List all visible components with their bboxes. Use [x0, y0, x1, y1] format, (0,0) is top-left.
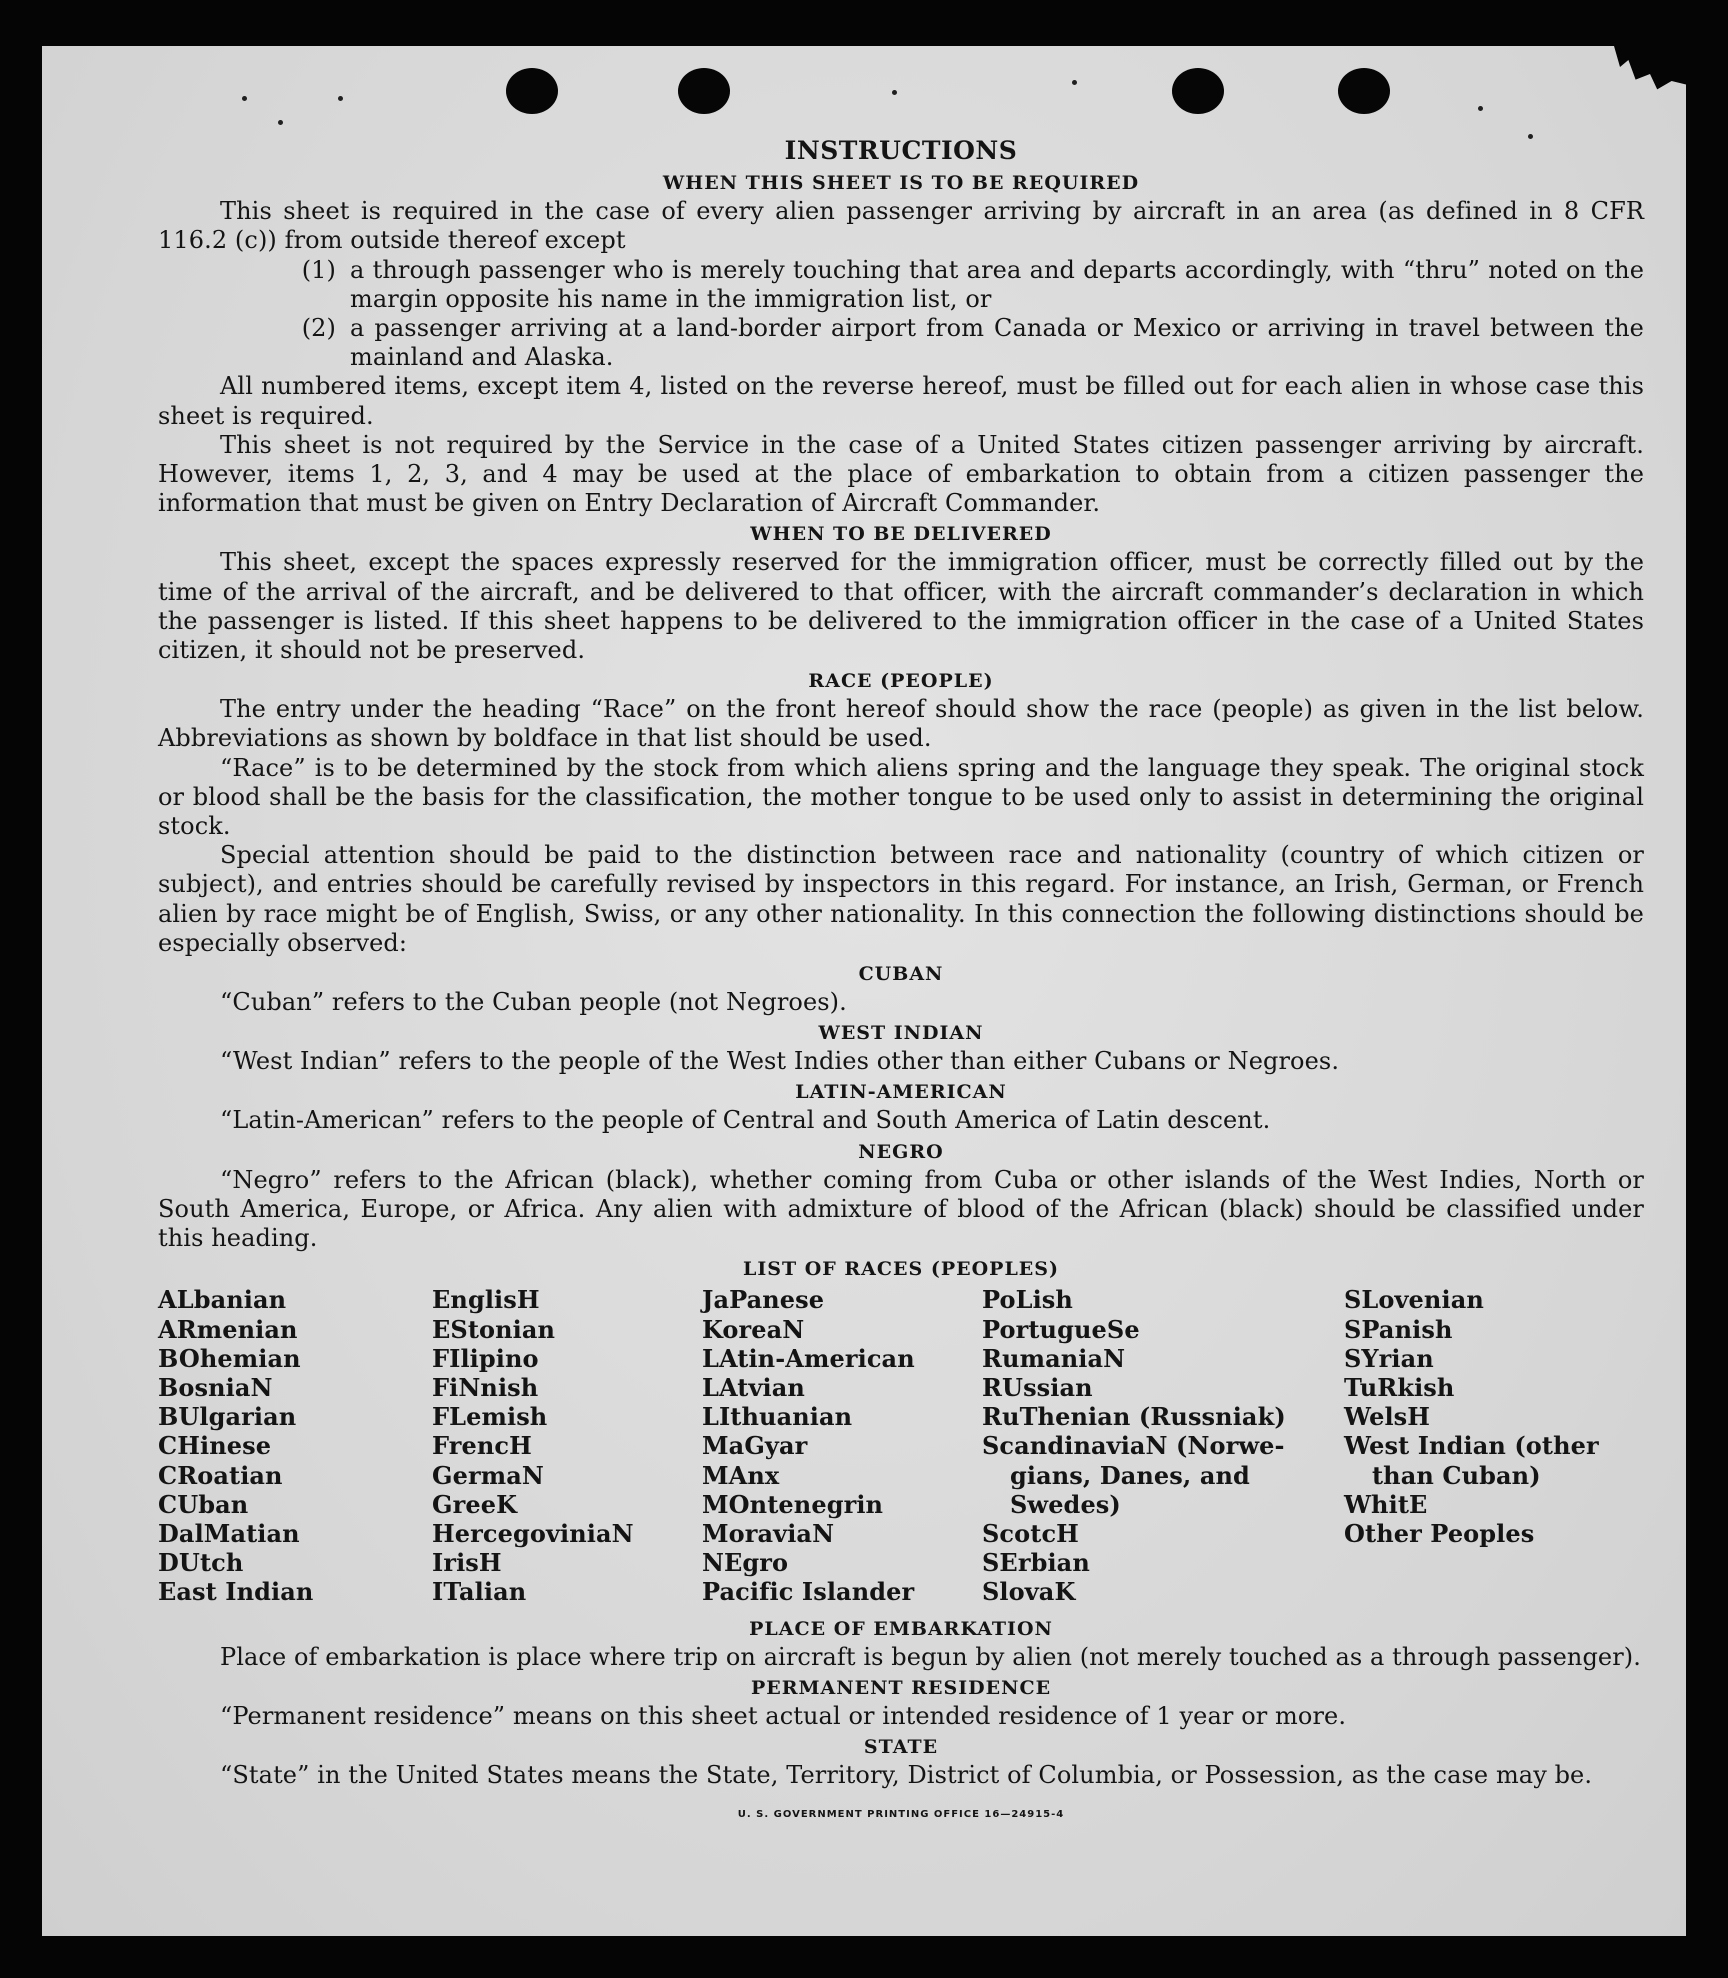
race-entry: West Indian (other: [1344, 1431, 1599, 1461]
race-entry: FIlipino: [432, 1343, 539, 1373]
heading-state: STATE: [863, 1735, 939, 1758]
heading-residence: PERMANENT RESIDENCE: [750, 1676, 1052, 1699]
races-column-2: [432, 1285, 702, 1606]
race-entry: LAtvian: [702, 1372, 805, 1402]
torn-corner: [1566, 46, 1686, 116]
latin-american-text: “Latin-American” refers to the people of Central and South America of Latin descent.: [220, 1106, 1271, 1135]
required-paragraph-3: This sheet is not required by the Service in the case of a United States citizen passenger arriving by aircraft. However, items 1, 2, 3, and 4 may be used at the place of embarkation to obtain from a citizen passenger the information that must be given on Entry Declaration of Aircraft Commander.: [158, 430, 1644, 518]
race-paragraph-3: Special attention should be paid to the distinction between race and nationality (country of which citizen or subject), and entries should be carefully revised by inspectors in this regard. For instance, an Irish, German, or French alien by race might be of English, Swiss, or any other nationality. In this connection the following distinctions should be especially observed:: [158, 841, 1644, 957]
speck: [278, 120, 283, 125]
race-entry: LIthuanian: [702, 1402, 853, 1432]
race-entry: ScandinaviaN (Norwe-: [982, 1431, 1285, 1461]
races-column-1: [158, 1285, 432, 1606]
race-entry: FiNnish: [432, 1372, 539, 1402]
race-entry: RUssian: [982, 1372, 1093, 1402]
heading-cuban: CUBAN: [858, 963, 944, 986]
exception-text: a passenger arriving at a land-border airport from Canada or Mexico or arriving in travel between the mainland and Alaska.: [350, 314, 1644, 372]
heading-list-of-races: LIST OF RACES (PEOPLES): [743, 1258, 1059, 1281]
race-entry: SPanish: [1344, 1314, 1453, 1344]
race-entry: MaGyar: [702, 1431, 808, 1461]
heading-delivered: WHEN TO BE DELIVERED: [750, 523, 1052, 546]
race-entry: KoreaN: [702, 1314, 805, 1344]
west-indian-text: “West Indian” refers to the people of the West Indies other than either Cubans or Negroes.: [220, 1047, 1340, 1076]
exception-text: a through passenger who is merely touching that area and departs accordingly, with “thru” noted on the margin opposite his name in the immigration list, or: [350, 255, 1644, 313]
negro-text: “Negro” refers to the African (black), whether coming from Cuba or other islands of the West Indies, North or South America, Europe, or Africa. Any alien with admixture of blood of the African (black) should be classified under this heading.: [158, 1165, 1644, 1253]
embarkation-text: Place of embarkation is place where trip on aircraft is begun by alien (not merely touched as a through passenger).: [220, 1642, 1641, 1671]
required-paragraph-2: All numbered items, except item 4, listed on the reverse hereof, must be filled out for each alien in whose case this sheet is required.: [158, 372, 1644, 430]
exception-number: (2): [301, 314, 336, 343]
race-entry: ARmenian: [158, 1314, 298, 1344]
race-entry: BosniaN: [158, 1372, 273, 1402]
race-entry: SErbian: [982, 1548, 1090, 1578]
punch-hole: [506, 68, 558, 114]
printer-imprint: U. S. GOVERNMENT PRINTING OFFICE 16—24915-4: [737, 1809, 1065, 1821]
race-paragraph-1: The entry under the heading “Race” on the front hereof should show the race (people) as given in the list below. Abbreviations as shown by boldface in that list should be used.: [158, 695, 1644, 753]
race-entry: HercegoviniaN: [432, 1518, 634, 1548]
race-entry: WelsH: [1344, 1402, 1431, 1432]
races-list: [158, 1285, 1644, 1606]
race-entry: East Indian: [158, 1577, 314, 1607]
race-entry: ITalian: [432, 1577, 527, 1607]
race-entry: Other Peoples: [1344, 1518, 1535, 1548]
race-entry: CHinese: [158, 1431, 272, 1461]
race-entry: EnglisH: [432, 1285, 540, 1315]
heading-embarkation: PLACE OF EMBARKATION: [749, 1617, 1053, 1640]
race-entry: ScotcH: [982, 1518, 1079, 1548]
race-entry: CUban: [158, 1489, 249, 1519]
cuban-text: “Cuban” refers to the Cuban people (not Negroes).: [220, 988, 847, 1017]
race-entry: than Cuban): [1372, 1460, 1541, 1490]
race-entry: PoLish: [982, 1285, 1073, 1315]
speck: [1072, 80, 1077, 85]
delivered-paragraph: This sheet, except the spaces expressly reserved for the immigration officer, must be correctly filled out by the time of the arrival of the aircraft, and be delivered to that officer, with the aircraft commander’s declaration in which the passenger is listed. If this sheet happens to be delivered to the immigration officer in the case of a United States citizen, it should not be preserved.: [158, 548, 1644, 665]
races-column-5: [1344, 1285, 1624, 1606]
race-entry: EStonian: [432, 1314, 556, 1344]
speck: [892, 90, 897, 95]
exception-number: (1): [301, 255, 336, 284]
exception-item: [158, 314, 1644, 372]
exception-item: [158, 256, 1644, 314]
heading-negro: NEGRO: [858, 1140, 944, 1163]
instructions-content: [158, 136, 1644, 1829]
race-entry: WhitE: [1344, 1489, 1428, 1519]
race-entry: RumaniaN: [982, 1343, 1126, 1373]
document-title: INSTRUCTIONS: [784, 136, 1018, 165]
speck: [338, 96, 343, 101]
speck: [242, 96, 247, 101]
heading-latin-american: LATIN-AMERICAN: [795, 1081, 1007, 1104]
race-entry: ALbanian: [158, 1285, 287, 1315]
race-entry: gians, Danes, and: [1010, 1460, 1250, 1490]
heading-race: RACE (PEOPLE): [808, 670, 994, 693]
race-entry: SYrian: [1344, 1343, 1434, 1373]
race-entry: TuRkish: [1344, 1372, 1455, 1402]
required-intro: This sheet is required in the case of every alien passenger arriving by aircraft in an area (as defined in 8 CFR 116.2 (c)) from outside thereof except: [158, 197, 1644, 255]
state-text: “State” in the United States means the State, Territory, District of Columbia, or Possession, as the case may be.: [220, 1760, 1593, 1789]
race-entry: PortugueSe: [982, 1314, 1140, 1344]
race-entry: RuThenian (Russniak): [982, 1402, 1286, 1432]
race-entry: DUtch: [158, 1548, 244, 1578]
heading-required: WHEN THIS SHEET IS TO BE REQUIRED: [662, 172, 1140, 195]
race-paragraph-2: “Race” is to be determined by the stock from which aliens spring and the language they speak. The original stock or blood shall be the basis for the classification, the mother tongue to be used only to assist in determining the original stock.: [158, 753, 1644, 841]
race-entry: MAnx: [702, 1460, 780, 1490]
document-page: [42, 46, 1686, 1936]
race-entry: FLemish: [432, 1402, 548, 1432]
race-entry: NEgro: [702, 1548, 789, 1578]
race-entry: Pacific Islander: [702, 1577, 915, 1607]
punch-hole: [1338, 68, 1390, 114]
race-entry: GermaN: [432, 1460, 544, 1490]
race-entry: MOntenegrin: [702, 1489, 884, 1519]
race-entry: BOhemian: [158, 1343, 301, 1373]
race-entry: SlovaK: [982, 1577, 1076, 1607]
race-entry: JaPanese: [702, 1285, 825, 1315]
race-entry: CRoatian: [158, 1460, 283, 1490]
race-entry: DalMatian: [158, 1518, 300, 1548]
punch-hole: [1172, 68, 1224, 114]
punch-hole: [678, 68, 730, 114]
race-entry: GreeK: [432, 1489, 518, 1519]
heading-west-indian: WEST INDIAN: [818, 1022, 984, 1045]
race-entry: Swedes): [1010, 1489, 1121, 1519]
speck: [1478, 106, 1483, 111]
race-entry: LAtin-American: [702, 1343, 915, 1373]
race-entry: MoraviaN: [702, 1518, 835, 1548]
race-entry: SLovenian: [1344, 1285, 1484, 1315]
residence-text: “Permanent residence” means on this sheet actual or intended residence of 1 year or more.: [220, 1701, 1347, 1730]
race-entry: FrencH: [432, 1431, 532, 1461]
races-column-3: [702, 1285, 982, 1606]
races-column-4: [982, 1285, 1344, 1606]
race-entry: BUlgarian: [158, 1402, 297, 1432]
race-entry: IrisH: [432, 1548, 502, 1578]
